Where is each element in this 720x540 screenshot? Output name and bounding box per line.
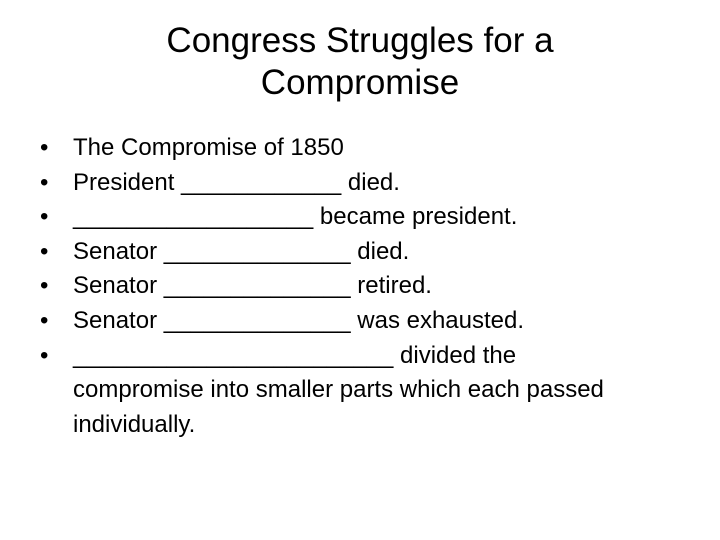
bullet-icon: • — [40, 203, 49, 231]
bullet-item — [40, 235, 700, 270]
bullet-text: Senator ______________ died. — [73, 237, 410, 265]
slide-title-line-1: Congress Struggles for a — [166, 21, 554, 60]
bullet-text: President ____________ died. — [73, 168, 400, 196]
bullet-icon: • — [40, 168, 49, 196]
bullet-list — [40, 131, 700, 442]
bullet-item — [40, 304, 700, 339]
bullet-text: ________________________ divided the compromise into smaller parts which each passed individually. — [73, 341, 604, 438]
bullet-text: __________________ became president. — [73, 203, 518, 231]
bullet-text: Senator ______________ was exhausted. — [73, 306, 525, 334]
bullet-text: Senator ______________ retired. — [73, 272, 432, 300]
bullet-icon: • — [40, 306, 49, 334]
bullet-text: The Compromise of 1850 — [73, 134, 344, 161]
slide-title-line-2: Compromise — [260, 63, 460, 102]
bullet-item — [40, 200, 700, 235]
bullet-item — [40, 131, 700, 166]
bullet-item — [40, 339, 700, 443]
bullet-icon: • — [40, 272, 49, 300]
bullet-item — [40, 166, 700, 201]
bullet-icon: • — [40, 134, 49, 161]
bullet-icon: • — [40, 341, 49, 369]
bullet-item — [40, 269, 700, 304]
bullet-icon: • — [40, 237, 49, 265]
